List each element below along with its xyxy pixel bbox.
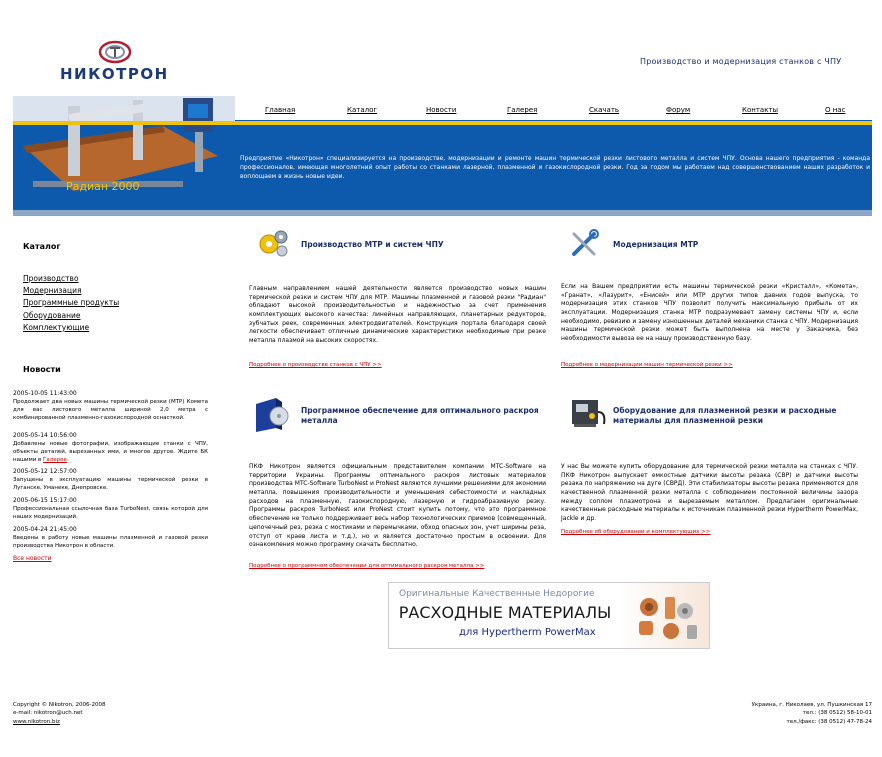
nav-forum[interactable]: Форум — [666, 106, 691, 114]
catalog-item-components[interactable]: Комплектующие — [23, 323, 90, 332]
block-title-modernization: Модернизация МТР — [613, 240, 699, 249]
footer-right — [752, 701, 872, 726]
hero-caption: Радиан 2000 — [66, 180, 140, 193]
main-nav — [235, 100, 872, 120]
block-title-production: Производство МТР и систем ЧПУ — [301, 240, 444, 249]
news-date: 2005-06-15 15:17:00 — [13, 497, 77, 504]
ad-subline: для Hypertherm PowerMax — [459, 627, 596, 638]
nav-about[interactable]: О нас — [825, 106, 846, 114]
news-date: 2005-10-05 11:43:00 — [13, 390, 77, 397]
news-date: 2005-04-24 21:45:00 — [13, 526, 77, 533]
block-text-software: ПКФ Никотрон является официальным представителем компании MTC-Software на территории Украины. Программы оптимального раскроя листовых материалов производства MTC-Software TurboNest и ProNest являются лучшими решениями для экономии металла, повышения производительности и уменьшения себестоимости и накладных расходов на плазменную, газокислородную, лазерную и гидроабразивную резку. Программы раскроя TurboNest или ProNest стоит купить потому, что это программное обеспечение не только поддерживает весь набор технологических приемов (совмещенный, цепочечный рез, резка с мостиками и перемычками, обход опасных зон, учет ширины реза, отступ от краев листа и т.д.), но и является достаточно простым в освоении. Для ознакомления можно программу скачать бесплатно. — [249, 463, 546, 549]
hero-machine-image — [13, 96, 235, 216]
cnc-machine-illustration — [13, 96, 235, 216]
gears-icon — [256, 228, 290, 258]
ad-tagline: Оригинальные Качественные Недорогие — [399, 589, 595, 599]
news-text: Продолжает два новых машины термической резки (МТР) Комета для вас листового металла шириной 2,0 метра с комбинированной плазменно-газокислородной оснасткой. — [13, 399, 208, 421]
catalog-item-equipment[interactable]: Оборудование — [23, 311, 81, 320]
logo-text: НИКОТРОН — [60, 65, 169, 83]
block-title-equipment: Оборудование для плазменной резки и расходные материалы для плазменной резки — [613, 406, 837, 425]
catalog-item-production[interactable]: Производство — [23, 274, 79, 283]
plasma-cutter-icon — [568, 392, 608, 432]
footer-fax: тел./факс: (38 0512) 47-78-24 — [786, 718, 872, 725]
news-item — [13, 441, 208, 465]
grey-stripe — [13, 210, 872, 216]
consumable-parts-image — [629, 589, 705, 643]
news-text: Запущены в эксплуатацию машины термической резки в Луганске, Уманеке, Днепровске. — [13, 477, 208, 491]
site-logo[interactable] — [60, 38, 170, 88]
yellow-stripe — [13, 121, 872, 125]
footer-site-link[interactable]: www.nikotron.biz — [13, 718, 60, 725]
footer-copyright: Copyright © Nikotron, 2006-2008 — [13, 702, 106, 708]
news-date: 2005-05-14 10:56:00 — [13, 432, 77, 439]
news-text: Профессиональная ссылочная база ТurboNest, связь которой для наших модернизаций. — [13, 506, 208, 520]
site-tagline: Производство и модернизация станков с ЧПУ — [640, 57, 842, 66]
block-more-equipment[interactable]: Подробнее об оборудовании и комплектующих >> — [561, 529, 711, 535]
catalog-item-software[interactable]: Программные продукты — [23, 298, 120, 307]
news-text: Добавлены новые фотографии, изображающие станки с ЧПУ, объекты деталей, вырезанных ими, и многое другое. Ждите БК нашими в — [13, 441, 208, 463]
nav-home[interactable]: Главная — [265, 106, 296, 114]
block-more-production[interactable]: Подробнее о производстве станков с ЧПУ >> — [249, 362, 382, 368]
news-date: 2005-05-12 12:57:00 — [13, 468, 77, 475]
footer-email: e-mail: nikotron@uch.net — [13, 710, 83, 717]
nav-download[interactable]: Скачать — [589, 106, 620, 114]
news-gallery-link[interactable]: Галерее — [43, 456, 67, 463]
block-text-modernization: Если на Вашем предприятии есть машины термической резки «Кристалл», «Комета», «Гранат», «Лазурит», «Енисей» или МТР других типов давних годов выпуска, то модернизация этих станков ЧПУ позволит получить максимальную прибыль от их эксплуатации. Модернизация станка МТР подразумевает замену системы ЧПУ и, если необходимо, ревизию и замену изношенных деталей механики станка с ЧПУ. Модернизация машины термической резки может быть выполнена на месте у Заказчика, без необходимости вывоза ее на нашу производственную базу. — [561, 283, 858, 343]
logo-mark-icon — [98, 40, 132, 64]
catalog-item-modernization[interactable]: Модернизация — [23, 286, 82, 295]
footer-left — [13, 701, 106, 726]
ad-headline: РАСХОДНЫЕ МАТЕРИАЛЫ — [398, 603, 612, 622]
block-text-production: Главным направлением нашей деятельности является производство новых машин термической резки и систем ЧПУ для МТР. Машины плазменной и газовой резки "Радиан" обладают высокой производительностью и надежностью за счет применения комплектующих высокого качества: линейных направляющих, планетарных редукторов, зубчатых реек, современных электродвигателей. Конструкция портала благодаря своей легкости обеспечивает отличные динамические характеристики необходимые при резке металла плазмой на высоких скоростях. — [249, 285, 546, 345]
software-box-icon — [252, 394, 292, 434]
nav-gallery[interactable]: Галерея — [507, 106, 538, 114]
consumables-ad-banner[interactable] — [388, 582, 710, 649]
footer-tel: тел.: (38 0512) 58-10-01 — [802, 710, 872, 717]
block-more-software[interactable]: Подробнее о программном обеспечении для оптимального раскроя металла >> — [249, 563, 485, 569]
news-title: Новости — [23, 365, 61, 374]
tools-icon — [568, 228, 602, 258]
block-title-software: Программное обеспечение для оптимального раскроя металла — [301, 406, 539, 425]
catalog-title: Каталог — [23, 242, 61, 251]
news-text: Введены в работу новые машины плазменной и газовой резки производства Никотрон в области. — [13, 535, 208, 549]
intro-text: Предприятие «Никотрон» специализируется на производстве, модернизации и ремонте машин термической резки листового металла и систем ЧПУ. Основа нашего предприятия - команда профессионалов, имеющая многолетний опыт работы со станками лазерной, плазменной и газокислородной резки. Год за годом мы работаем над совершенствованием наших разработок и воплощаем в жизнь новые идеи. — [240, 155, 870, 180]
all-news-link[interactable]: Все новости — [13, 555, 52, 562]
nav-news[interactable]: Новости — [426, 106, 457, 114]
block-more-modernization[interactable]: Подробнее о модернизации машин термической резки >> — [561, 362, 733, 368]
nav-contacts[interactable]: Контакты — [742, 106, 779, 114]
nav-catalog[interactable]: Каталог — [347, 106, 378, 114]
footer-address: Украина, г. Николаев, ул. Пушкинская 17 — [751, 702, 872, 708]
block-text-equipment: У нас Вы можете купить оборудование для термической резки металла на станках с ЧПУ. ПКФ Никотрон выпускает емкостные датчики высоты резака (СВР) и датчики высоты резака по напряжению на дуге (СВРД). Эти стабилизаторы высоты резака применяются для качественной плазменной резки металла с соблюдением постоянной величины зазора между соплом плазмотрона и вырезаемым металлом. Предлагаем оригинальные качественные расходные материалы к источникам плазменной резки Hypertherm PowerMax, Jackle и др. — [561, 463, 858, 523]
